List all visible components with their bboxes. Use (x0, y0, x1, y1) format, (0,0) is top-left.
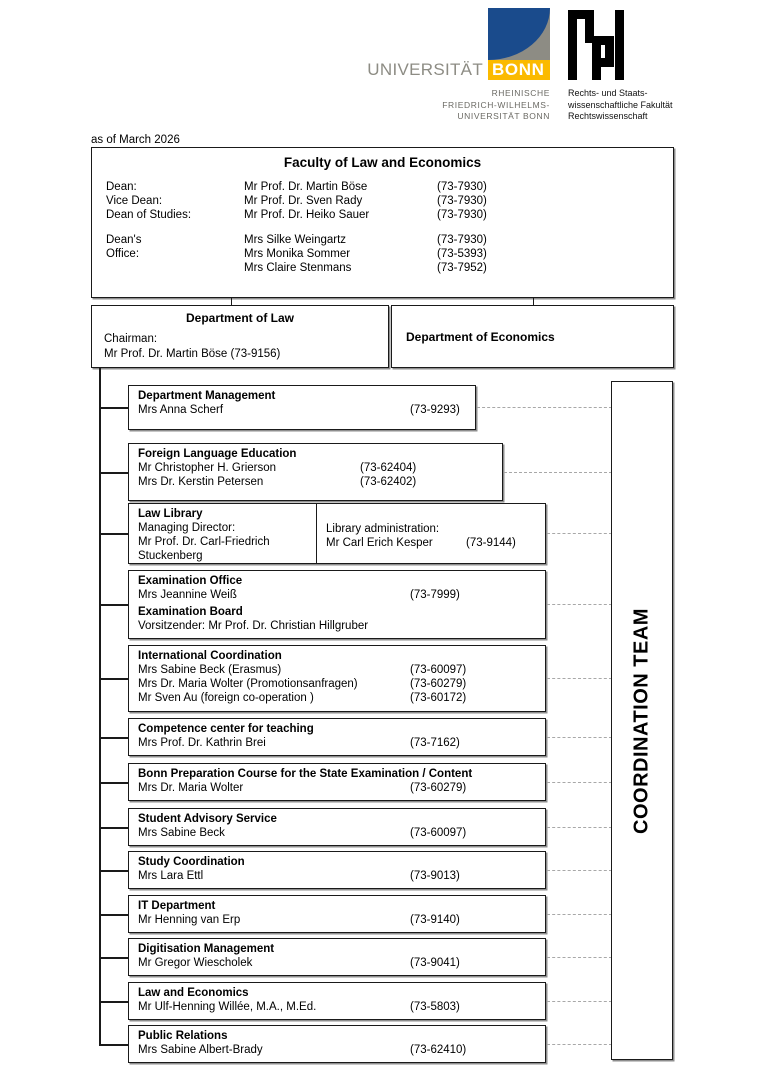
faculty-office-name: Mrs Silke Weingartz (244, 233, 347, 246)
unit-title: Student Advisory Service (138, 813, 277, 825)
department-of-law-title: Department of Law (185, 311, 294, 325)
unit-person-name: Mrs Sabine Albert-Brady (138, 1044, 263, 1056)
unit-title: IT Department (138, 900, 216, 912)
unit-person-phone: (73-9013) (410, 870, 460, 882)
dashed-connector-to-coordination-team (547, 782, 612, 783)
unit-person-row (138, 869, 545, 883)
unit-person-row (138, 1043, 545, 1057)
unit-box-student-advisory-service (128, 808, 546, 846)
unit-box-examination-office (128, 570, 546, 639)
department-of-law-person: Mr Prof. Dr. Martin Böse (73-9156) (104, 347, 281, 360)
unit-box-department-management (128, 385, 476, 430)
unit-person-name: Mrs Anna Scherf (138, 404, 224, 416)
dashed-connector-to-coordination-team (547, 1001, 612, 1002)
university-logo-mark-icon (488, 8, 550, 60)
unit-person-phone: (73-62402) (360, 476, 417, 488)
unit-person-name: Mrs Sabine Beck (138, 827, 225, 839)
unit-title: Examination Office (138, 575, 243, 587)
unit-person-row (138, 588, 545, 602)
dashed-connector-to-coordination-team (547, 533, 612, 534)
unit-person-phone: (73-60279) (410, 678, 467, 690)
faculty-role: Dean: (106, 181, 137, 193)
faculty-name: Mr Prof. Dr. Heiko Sauer (244, 209, 370, 222)
examination-board-title: Examination Board (138, 606, 243, 618)
dashed-connector-to-coordination-team (547, 914, 612, 915)
uni-subtitle-line-1: RHEINISCHE (491, 88, 550, 98)
unit-person-name: Mrs Lara Ettl (138, 870, 204, 882)
faculty-subtitle-line-3: Rechtswissenschaft (568, 111, 648, 121)
faculty-subtitle-line-1: Rechts- und Staats- (568, 88, 648, 98)
branch-connector (99, 1044, 129, 1046)
faculty-box (91, 147, 674, 298)
unit-person-phone: (73-62404) (360, 462, 417, 474)
unit-person-phone: (73-7999) (410, 589, 460, 601)
unit-person-phone: (73-9293) (410, 404, 460, 416)
unit-box-law-and-economics (128, 982, 546, 1020)
faculty-role: Dean of Studies: (106, 209, 192, 222)
unit-title: International Coordination (138, 650, 282, 662)
unit-person-name: Mr Henning van Erp (138, 914, 241, 926)
unit-person-name: Mrs Sabine Beck (Erasmus) (138, 664, 282, 676)
faculty-office-phone: (73-5393) (437, 247, 487, 260)
branch-connector (99, 407, 129, 409)
faculty-row-gap (92, 223, 673, 233)
faculty-office-row (92, 233, 673, 247)
branch-connector (99, 870, 129, 872)
unit-box-study-coordination (128, 851, 546, 889)
unit-box-it-department (128, 895, 546, 933)
unit-person-name: Mrs Prof. Dr. Kathrin Brei (138, 737, 266, 749)
unit-person-name: Mr Ulf-Henning Willée, M.A., M.Ed. (138, 1001, 317, 1013)
unit-person-phone: (73-9041) (410, 957, 460, 969)
faculty-subtitle-line-2: wissenschaftliche Fakultät (568, 99, 673, 110)
unit-title: Digitisation Management (138, 943, 275, 955)
unit-person-name: Mrs Dr. Kerstin Petersen (138, 476, 264, 488)
branch-connector (99, 472, 129, 474)
unit-title: Bonn Preparation Course for the State Examination / Content (138, 768, 473, 780)
branch-connector (99, 957, 129, 959)
faculty-office-name: Mrs Claire Stenmans (244, 262, 352, 275)
branch-connector (99, 1001, 129, 1003)
unit-box-competence-center-for-teaching (128, 718, 546, 756)
unit-person-name: Mr Gregor Wiescholek (138, 957, 253, 969)
unit-person-row (138, 403, 475, 417)
faculty-row (92, 208, 673, 222)
unit-person-row (138, 781, 545, 795)
unit-person-row (138, 461, 502, 475)
faculty-office-role (92, 261, 244, 275)
faculty-title: Faculty of Law and Economics (283, 155, 482, 170)
unit-box-foreign-language-education (128, 443, 503, 501)
faculty-office-name: Mrs Monika Sommer (244, 247, 351, 260)
faculty-phone: (73-7930) (437, 209, 487, 222)
unit-title: Department Management (138, 390, 276, 402)
branch-connector (99, 782, 129, 784)
dashed-connector-to-coordination-team (547, 678, 612, 679)
faculty-office-row (92, 247, 673, 261)
unit-person-row (138, 475, 502, 489)
examination-board-chair: Vorsitzender: Mr Prof. Dr. Christian Hillgruber (138, 620, 369, 632)
unit-title: Study Coordination (138, 856, 245, 868)
law-library-admin-name: Mr Carl Erich Kesper (326, 537, 433, 549)
dashed-connector-to-coordination-team (547, 1044, 612, 1045)
unit-person-row (138, 691, 545, 705)
branch-connector (99, 914, 129, 916)
unit-person-phone: (73-60097) (410, 827, 467, 839)
unit-person-phone: (73-7162) (410, 737, 460, 749)
as-of-date: as of March 2026 (91, 134, 180, 146)
unit-person-row (138, 663, 545, 677)
dashed-connector-to-coordination-team (547, 604, 612, 605)
unit-person-phone: (73-60097) (410, 664, 467, 676)
unit-title: Law and Economics (138, 987, 249, 999)
unit-title: Law Library (138, 508, 203, 520)
faculty-of-law-logo-icon (568, 10, 624, 80)
university-bonn-logo (365, 8, 550, 80)
faculty-office-phone: (73-7930) (437, 233, 487, 246)
unit-person-row (138, 736, 545, 750)
unit-person-row (138, 913, 545, 927)
faculty-office-role: Office: (106, 247, 140, 260)
connector-faculty-to-economics (533, 298, 534, 305)
unit-person-row (138, 1000, 545, 1014)
unit-person-name: Mrs Dr. Maria Wolter (138, 782, 244, 794)
uni-subtitle-line-2: FRIEDRICH-WILHELMS- (442, 99, 550, 110)
law-library-admin-row (326, 536, 545, 550)
branch-connector (99, 737, 129, 739)
unit-box-law-library (128, 503, 546, 564)
logo-word-universitaet: UNIVERSITÄT (367, 60, 483, 79)
law-library-director-role: Managing Director: (138, 522, 236, 534)
unit-person-phone: (73-60279) (410, 782, 467, 794)
unit-person-phone: (73-9140) (410, 914, 460, 926)
faculty-row (92, 180, 673, 194)
dashed-connector-to-coordination-team (504, 472, 612, 473)
university-logo-wordmark (365, 60, 550, 80)
org-tree-spine (99, 368, 101, 1044)
unit-title: Competence center for teaching (138, 723, 314, 735)
connector-faculty-to-law (231, 298, 232, 305)
uni-subtitle-line-3: UNIVERSITÄT BONN (457, 111, 550, 121)
department-of-economics-box (391, 305, 674, 368)
dashed-connector-to-coordination-team (547, 957, 612, 958)
faculty-office-phone: (73-7952) (437, 262, 487, 275)
dashed-connector-to-coordination-team (547, 737, 612, 738)
faculty-row (92, 194, 673, 208)
faculty-phone: (73-7930) (437, 181, 487, 193)
faculty-logo-subtitle (568, 88, 768, 123)
coordination-team-label: COORDINATION TEAM (630, 607, 653, 834)
unit-person-row (138, 677, 545, 691)
logo-blue-wedge (488, 8, 550, 60)
faculty-rows (92, 180, 673, 275)
branch-connector (99, 827, 129, 829)
law-library-admin-role: Library administration: (326, 523, 440, 535)
dashed-connector-to-coordination-team (547, 827, 612, 828)
faculty-office-row (92, 261, 673, 275)
unit-person-name: Mr Christopher H. Grierson (138, 462, 277, 474)
law-library-director-name-line2: Stuckenberg (138, 550, 203, 562)
unit-person-name: Mr Sven Au (foreign co-operation ) (138, 692, 314, 704)
unit-person-phone: (73-5803) (410, 1001, 460, 1013)
unit-person-name: Mrs Dr. Maria Wolter (Promotionsanfragen) (138, 678, 358, 690)
branch-connector (99, 533, 129, 535)
unit-person-name: Mrs Jeannine Weiß (138, 589, 237, 601)
branch-connector (99, 604, 129, 606)
department-of-law-box (91, 305, 389, 368)
unit-person-phone: (73-62410) (410, 1044, 467, 1056)
logo-word-bonn: BONN (488, 60, 550, 80)
department-of-economics-title: Department of Economics (406, 330, 555, 344)
coordination-team-box (611, 381, 673, 1060)
dashed-connector-to-coordination-team (477, 407, 612, 408)
dashed-connector-to-coordination-team (547, 870, 612, 871)
branch-connector (99, 678, 129, 680)
unit-title: Foreign Language Education (138, 448, 297, 460)
unit-title: Public Relations (138, 1030, 228, 1042)
unit-person-phone: (73-60172) (410, 692, 467, 704)
header-logos (0, 0, 768, 132)
unit-box-public-relations (128, 1025, 546, 1063)
law-library-director-name-line1: Mr Prof. Dr. Carl-Friedrich (138, 536, 270, 548)
faculty-role: Vice Dean: (106, 195, 163, 208)
unit-person-row (138, 956, 545, 970)
faculty-name: Mr Prof. Dr. Martin Böse (244, 181, 368, 193)
unit-box-international-coordination (128, 645, 546, 712)
faculty-office-role: Dean's (106, 233, 142, 246)
faculty-name: Mr Prof. Dr. Sven Rady (244, 195, 363, 208)
unit-box-digitisation-management (128, 938, 546, 976)
university-logo-subtitle (365, 88, 550, 123)
department-of-law-role: Chairman: (104, 333, 158, 345)
unit-person-row (138, 826, 545, 840)
faculty-phone: (73-7930) (437, 195, 487, 208)
law-library-admin-phone: (73-9144) (466, 537, 516, 549)
unit-box-bonn-preparation-course (128, 763, 546, 801)
